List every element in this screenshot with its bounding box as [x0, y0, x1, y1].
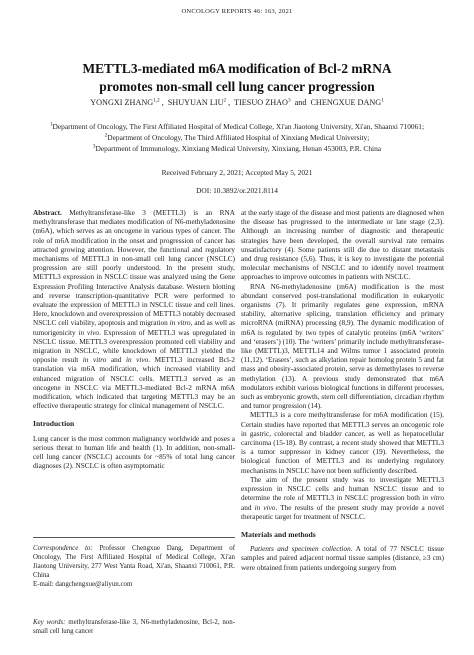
- affiliation-2: [20, 132, 454, 143]
- title-line-1: METTL3-mediated m6A modification of Bcl-2 mRNA: [82, 61, 392, 76]
- intro-paragraph-1: at the early stage of the disease and most patients are diagnosed when the disease has progressed to the intermediate or late stage (2,3). Although an increasing number of diagnostic and therapeutic strategies have been developed, the overall survival rate remains unsatisfactory (4). Some patients still die due to distant metastasis and drug resistance (5,6). Thus, it is key to investigate the potential molecular mechanisms of NSCLC and to identify novel treatment approaches to improve outcomes in patients with NSCLC.: [241, 209, 444, 282]
- introduction-heading: Introduction: [33, 419, 75, 429]
- abstract-text-1: Methyltransferase-like 3 (METTL3) is an RNA methyltransferase that mediates modification of N6-methyladenosine (m6A), which serves as an oncogene in various types of cancer. The role of m6A modification in the onset and progression of cancer has attracted growing attention. However, the functional and regulatory mechanisms of METTL3 in non-small cell lung cancer (NSCLC) progression are still poorly understood. In the present study, METTL3 expression in NSCLC tissue was analyzed using the Gene Expression Profiling Interactive Analysis database. Western blotting and reverse transcription-quantitative PCR were performed to evaluate the expression of METTL3 in NSCLC tissue and cell lines. Here, knockdown and overexpression of METTL3 notably decreased NSCLC cell viability, apoptosis and migration: [33, 209, 235, 328]
- abstract-italic-1: in vitro: [169, 319, 191, 328]
- affiliations: [20, 121, 454, 154]
- author-4: CHENGXUE DANG: [310, 98, 382, 107]
- author-1: YONGXI ZHANG: [90, 98, 154, 107]
- intro-p4-text-3: . The results of the present study may provide a novel therapeutic target for treatment of NSCLC.: [241, 503, 445, 521]
- abstract-italic-2: in vivo: [78, 328, 100, 337]
- author-1-affil: 1,2: [153, 97, 160, 104]
- intro-p4-text-1: The aim of the present study was to investigate METTL3 expression in NSCLC cells and human NSCLC tissue and to determine the role of METTL3 in NSCLC progression both: [241, 475, 444, 503]
- methods-paragraph: [241, 545, 444, 573]
- keywords-text: methyltransferase-like 3, N6-methyladenosine, Bcl-2, non-small cell lung cancer: [33, 619, 235, 636]
- author-3: TIESUO ZHAO: [234, 98, 288, 107]
- keywords-label: Key words:: [33, 619, 66, 626]
- abstract-text-4: and: [106, 356, 126, 365]
- methods-heading: Materials and methods: [241, 529, 316, 539]
- author-and: and: [294, 98, 307, 107]
- abstract-italic-4: in vivo: [125, 356, 149, 365]
- introduction-paragraph: Lung cancer is the most common malignancy worldwide and poses a serious threat to human life and health (1). In addition, non-small-cell lung cancer (NSCLC) accounts for ~85% of total lung cancer diagnoses (2). NSCLC is often asymptomatic: [33, 434, 235, 471]
- received-accepted-dates: Received February 2, 2021; Accepted May 5, 2021: [161, 168, 313, 177]
- author-2-affil: 2: [223, 97, 227, 104]
- title-line-2: promotes non-small cell lung cancer progression: [99, 79, 375, 94]
- footnote-divider: [33, 537, 235, 538]
- left-column: [33, 209, 235, 471]
- keywords: [33, 618, 235, 636]
- affiliation-1: [20, 121, 454, 132]
- abstract-text-2: , and as well as tumorigenicity: [33, 319, 235, 337]
- correspondence-text: Professor Chengxue Dang, Department of Oncology, The First Affiliated Hospital of Medical College, Xi'an Jiaotong University, 277 West Yanta Road, Xi'an, Shaanxi 710061, P.R. China: [33, 545, 235, 580]
- affiliation-1-num: 1: [49, 121, 53, 128]
- affiliation-1-text: Department of Oncology, The First Affiliated Hospital of Medical College, Xi'an Jiaotong University, Xi'an, Shaanxi 710061;: [52, 122, 425, 131]
- affiliation-3-text: Department of Immunology, Xinxiang Medical University, Xinxiang, Henan 453003, P.R. China: [95, 144, 382, 153]
- intro-p4-italic-1: in vitro: [422, 494, 444, 503]
- right-column: [241, 209, 444, 573]
- intro-paragraph-4: [241, 476, 444, 522]
- abstract: [33, 209, 235, 411]
- author-3-affil: 3: [287, 97, 291, 104]
- author-2: SHUYUAN LIU: [167, 98, 224, 107]
- abstract-text-3: . Expression of METTL3 was upregulated in NSCLC tissue. METTL3 overexpression promoted cell viability and migration in NSCLC, while knockdown of METTL3 yielded the opposite result: [33, 328, 235, 365]
- methods-subheading: Patients and specimen collection.: [250, 545, 353, 554]
- intro-p4-italic-2: in vivo: [254, 503, 276, 512]
- article-title: [20, 60, 454, 96]
- methods-text: A total of 77 NSCLC tissue samples and paired adjacent normal tissue samples (distance, ≥3 cm) were obtained from patients undergoing surgery from: [241, 545, 444, 572]
- doi: DOI: 10.3892/or.2021.8114: [196, 186, 278, 195]
- author-list: YONGXI ZHANG$^{1,2}$ , SHUYUAN LIU$^2$ , TIESUO ZHAO$^3$ and CHENGXUE DANG$^1$: [90, 97, 384, 107]
- intro-paragraph-3: METTL3 is a core methyltransferase for m6A modification (15). Certain studies have reported that METTL3 serves an oncogenic role in gastric, colorectal and bladder cancer, as well as hepatocellular carcinoma (15-18). By contrast, a recent study showed that METTL3 is a tumor suppressor in kidney cancer (19). Nevertheless, the biological function of METTL3 and its underlying regulatory mechanisms in NSCLC have not been sufficiently described.: [241, 411, 444, 475]
- correspondence-label: Correspondence to:: [33, 545, 93, 552]
- author-4-affil: 1: [381, 97, 384, 104]
- affiliation-3-num: 3: [92, 143, 96, 150]
- abstract-label: Abstract.: [33, 209, 62, 217]
- abstract-text-5: . METTL3 increased Bcl-2 translation via m6A modification, which increased viability and enhanced migration of NSCLC cells. METTL3 served as an oncogene in NSCLC via METTL3-mediated Bcl-2 mRNA m6A modification, which indicated that targeting METTL3 may be an effective therapeutic strategy for clinical management of NSCLC.: [33, 356, 235, 411]
- correspondence-email: E-mail: dangchengxue@aliyun.com: [33, 581, 133, 589]
- intro-paragraph-2: RNA N6-methyladenosine (m6A) modification is the most abundant conserved post-translational modification in eukaryotic organisms (7). It primarily regulates gene expression, mRNA stability, alternative splicing, translation efficiency and primary microRNA (miRNA) processing (8,9). The dynamic modification of m6A is regulated by two types of catalytic proteins (m6A ‘writers’ and ‘erasers’) (10). The ‘writers’ primarily include methyltransferase-like (METTL)3, METTL14 and Wilms tumor 1 associated protein (11,12). ‘Erasers’, such as alkylation repair homolog protein 5 and fat mass and obesity-associated protein, serve as demethylases to reverse methylation (13). A previous study demonstrated that m6A modulators exhibit various biological functions in different processes, such as embryonic growth, stem cell differentiation, circadian rhythm and tumor progression (14).: [241, 282, 444, 411]
- affiliation-3: [20, 143, 454, 154]
- intro-p4-text-2: and: [241, 503, 255, 512]
- abstract-italic-3: in vitro: [82, 356, 107, 365]
- running-head: ONCOLOGY REPORTS 46: 163, 2021: [181, 8, 293, 15]
- affiliation-2-text: Department of Oncology, The Third Affiliated Hospital of Xinxiang Medical University;: [107, 133, 370, 142]
- correspondence-note: [33, 544, 235, 589]
- affiliation-2-num: 2: [104, 132, 108, 139]
